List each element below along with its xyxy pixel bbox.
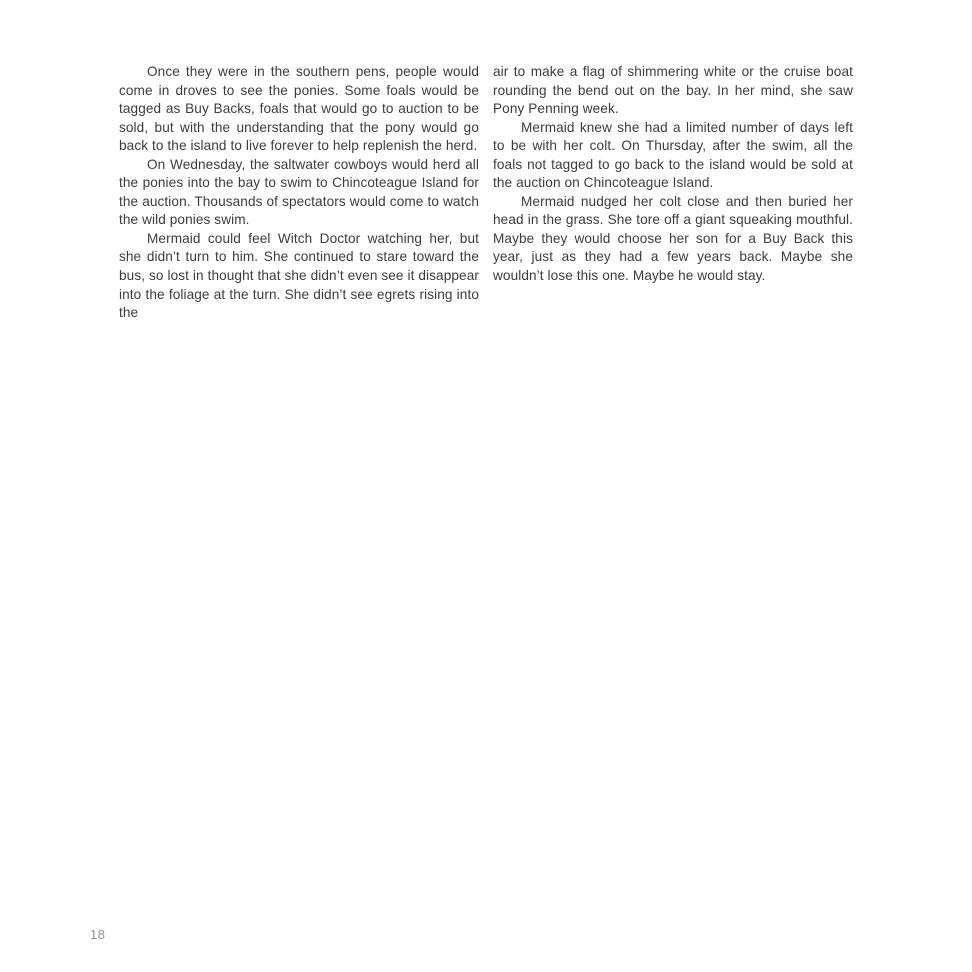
paragraph: Mermaid could feel Witch Doctor watching her, but she didn’t turn to him. She continued to stare toward the bus, so lost in thought that she didn’t even see it disappear into the foliage at the turn. She didn’t see egrets rising into the [119, 230, 479, 321]
paragraph: Once they were in the southern pens, people would come in droves to see the ponies. Some foals would be tagged as Buy Backs, foals that would go to auction to be sold, but with the understanding that the pony would go back to the island to live forever to help replenish the herd. [119, 64, 479, 154]
paragraph: Mermaid knew she had a limited number of days left to be with her colt. On Thursday, after the swim, all the foals not tagged to go back to the island would be sold at the auction on Chincoteague Island. [493, 119, 853, 191]
paragraph: Mermaid nudged her colt close and then buried her head in the grass. She tore off a giant squeaking mouthful. Maybe they would choose her son for a Buy Back this year, just as they had a few years back. Maybe she wouldn’t lose this one. Maybe he would stay. [493, 193, 853, 284]
text-columns [119, 63, 853, 323]
page-number: 18 [90, 927, 106, 942]
paragraph: air to make a flag of shimmering white or the cruise boat rounding the bend out on the bay. In her mind, she saw Pony Penning week. [493, 64, 853, 117]
paragraph: On Wednesday, the saltwater cowboys would herd all the ponies into the bay to swim to Chincoteague Island for the auction. Thousands of spectators would come to watch the wild ponies swim. [119, 156, 479, 228]
text-column-right [493, 63, 853, 323]
text-column-left [119, 63, 479, 323]
